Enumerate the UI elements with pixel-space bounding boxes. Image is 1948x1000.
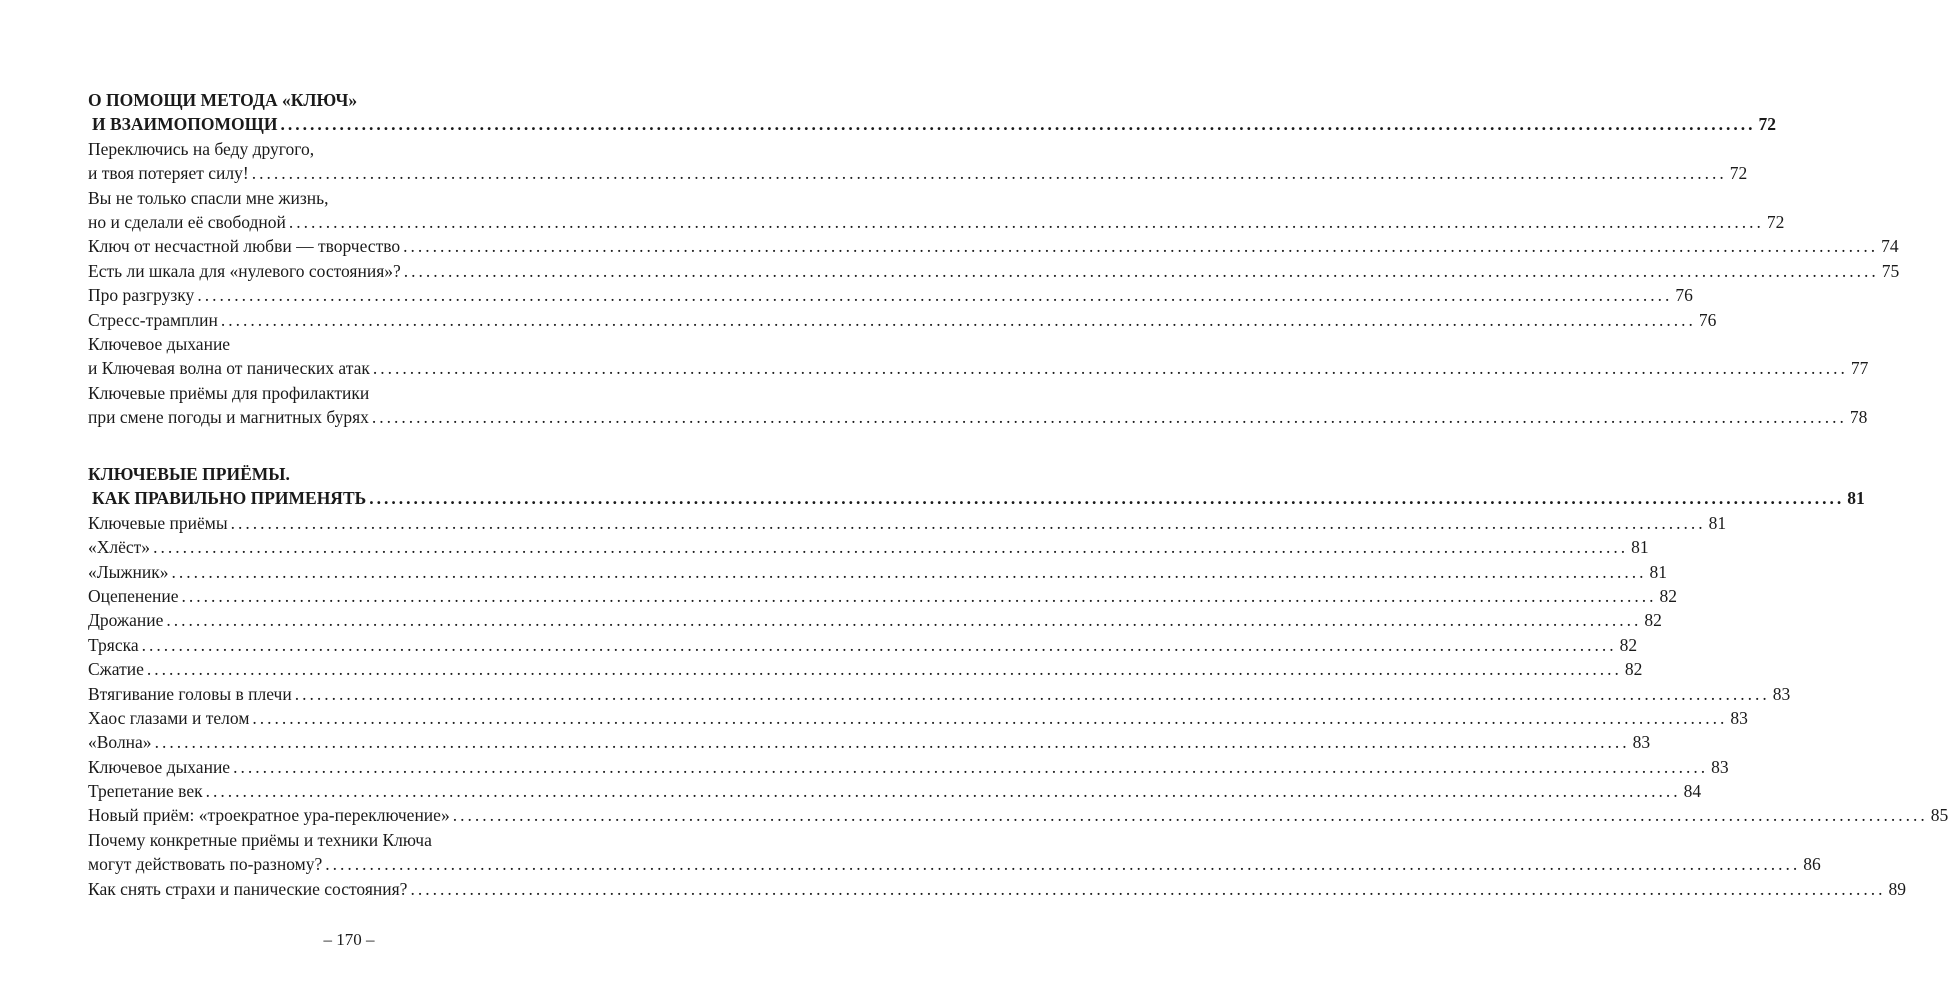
toc-entry-title: «Хлёст»: [88, 537, 151, 558]
toc-entry-title: Почему конкретные приёмы и техники Ключа: [88, 829, 432, 850]
toc-heading-line: [88, 486, 1865, 510]
toc-entry-title: «Волна»: [88, 732, 152, 753]
dot-leader: ........................................................................................................................................................................................................: [403, 260, 1879, 281]
dot-leader: ........................................................................................................................................................................................................: [252, 707, 1728, 728]
dot-leader: ........................................................................................................................................................................................................: [146, 659, 1622, 680]
toc-entry-title: Хаос глазами и телом: [88, 707, 250, 728]
dot-leader: ........................................................................................................................................................................................................: [294, 683, 1770, 704]
toc-entry-title: и твоя потеряет силу!: [88, 163, 249, 184]
toc-entry-page-number: 83: [1772, 683, 1791, 704]
toc-entry-title: Есть ли шкала для «нулевого состояния»?: [88, 260, 401, 281]
toc-entry-title: Про разгрузку: [88, 285, 195, 306]
toc-entry-page-number: 81: [1649, 561, 1667, 582]
toc-entry-line: [88, 259, 1900, 283]
dot-leader: ........................................................................................................................................................................................................: [403, 236, 1879, 257]
toc-entry-title: Ключевые приёмы для профилактики: [88, 382, 370, 403]
toc-heading-title: КАК ПРАВИЛЬНО ПРИМЕНЯТЬ: [92, 488, 367, 509]
toc-entry-page-number: 72: [1729, 163, 1748, 184]
toc-entry-line: [88, 356, 1869, 380]
dot-leader: ........................................................................................................................................................................................................: [372, 358, 1848, 379]
toc-entry-line: [88, 332, 600, 356]
dot-leader: ........................................................................................................................................................................................................: [153, 537, 1629, 558]
toc-heading-title: И ВЗАИМОПОМОЩИ: [92, 114, 278, 135]
toc-entry-line: [88, 283, 1693, 307]
toc-entry-line: [88, 803, 1948, 827]
toc-entry-title: Трепетание век: [88, 781, 203, 802]
toc-entry-page-number: 85: [1930, 805, 1948, 826]
dot-leader: ........................................................................................................................................................................................................: [141, 634, 1617, 655]
dot-leader: ........................................................................................................................................................................................................: [251, 163, 1727, 184]
toc-entry-title: «Лыжник»: [88, 561, 169, 582]
toc-entry-title: Переключись на беду другого,: [88, 138, 315, 159]
dot-leader: ........................................................................................................................................................................................................: [205, 781, 1681, 802]
toc-entry-title: Вы не только спасли мне жизнь,: [88, 187, 329, 208]
dot-leader: ........................................................................................................................................................................................................: [171, 561, 1647, 582]
toc-entry-title: Сжатие: [88, 659, 144, 680]
toc-entry-title: Новый приём: «троекратное ура-переключение»: [88, 805, 450, 826]
toc-entry-line: [88, 560, 1667, 584]
toc-entry-page-number: 83: [1711, 756, 1729, 777]
toc-heading-page-number: 72: [1758, 114, 1776, 135]
toc-entry-page-number: 84: [1683, 781, 1702, 802]
toc-heading-title: О ПОМОЩИ МЕТОДА «КЛЮЧ»: [88, 90, 358, 110]
toc-entry-page-number: 78: [1849, 407, 1868, 428]
toc-entry-line: [88, 852, 1821, 876]
toc-entry-title: Как снять страхи и панические состояния?: [88, 878, 408, 899]
toc-entry-title: Стресс-трамплин: [88, 309, 218, 330]
toc-heading-line: [88, 88, 600, 112]
toc-entry-line: [88, 877, 1906, 901]
toc-entry-page-number: 82: [1619, 634, 1638, 655]
toc-entry-title: и Ключевая волна от панических атак: [88, 358, 370, 379]
toc-entry-page-number: 74: [1881, 236, 1899, 257]
toc-heading-line: [88, 462, 600, 486]
toc-entry-page-number: 83: [1730, 707, 1748, 728]
dot-leader: ........................................................................................................................................................................................................: [452, 805, 1928, 826]
dot-leader: ........................................................................................................................................................................................................: [280, 114, 1756, 135]
toc-entry-line: [88, 755, 1729, 779]
toc-entry-line: [88, 584, 1678, 608]
toc-entry-page-number: 76: [1698, 309, 1717, 330]
toc-entry-page-number: 82: [1644, 610, 1662, 631]
dot-leader: ........................................................................................................................................................................................................: [220, 309, 1696, 330]
toc-entry-title: Тряска: [88, 634, 139, 655]
toc-entry-line: [88, 828, 600, 852]
toc-entry-page-number: 83: [1632, 732, 1651, 753]
toc-entry-page-number: 81: [1708, 512, 1727, 533]
dot-leader: ........................................................................................................................................................................................................: [233, 756, 1709, 777]
toc-heading-page-number: 81: [1847, 488, 1865, 509]
toc-entry-title: но и сделали её свободной: [88, 211, 286, 232]
toc-entry-line: [88, 633, 1638, 657]
dot-leader: ........................................................................................................................................................................................................: [230, 512, 1706, 533]
toc-heading-title: КЛЮЧЕВЫЕ ПРИЁМЫ.: [88, 464, 290, 484]
toc-entry-title: при смене погоды и магнитных бурях: [88, 407, 369, 428]
dot-leader: ........................................................................................................................................................................................................: [325, 854, 1801, 875]
dot-leader: ........................................................................................................................................................................................................: [371, 407, 1847, 428]
toc-section-1: [88, 88, 1900, 429]
toc-entry-line: [88, 210, 1785, 234]
toc-section-2: [88, 462, 1948, 901]
toc-entry-line: [88, 730, 1651, 754]
toc-entry-title: Оцепенение: [88, 585, 179, 606]
toc-entry-line: [88, 608, 1662, 632]
toc-entry-line: [88, 535, 1649, 559]
page-number: – 170 –: [323, 930, 375, 949]
dot-leader: ........................................................................................................................................................................................................: [410, 878, 1886, 899]
toc-heading-line: [88, 112, 1776, 136]
toc-entry-title: Ключ от несчастной любви — творчество: [88, 236, 401, 257]
toc-entry-line: [88, 381, 600, 405]
dot-leader: ........................................................................................................................................................................................................: [154, 732, 1630, 753]
toc-entry-line: [88, 234, 1899, 258]
toc-entry-line: [88, 186, 600, 210]
toc-entry-page-number: 86: [1803, 854, 1821, 875]
toc-entry-page-number: 77: [1850, 358, 1869, 379]
toc-entry-title: Ключевое дыхание: [88, 333, 231, 354]
toc-entry-page-number: 81: [1631, 537, 1649, 558]
dot-leader: ........................................................................................................................................................................................................: [181, 585, 1657, 606]
toc-entry-line: [88, 657, 1643, 681]
toc-entry-line: [88, 511, 1727, 535]
toc-entry-page-number: 82: [1659, 585, 1678, 606]
toc-entry-title: Ключевые приёмы: [88, 512, 228, 533]
dot-leader: ........................................................................................................................................................................................................: [166, 610, 1642, 631]
toc-entry-line: [88, 405, 1868, 429]
dot-leader: ........................................................................................................................................................................................................: [369, 488, 1845, 509]
toc-entry-line: [88, 161, 1748, 185]
toc-entry-page-number: 82: [1624, 659, 1643, 680]
toc-entry-title: Втягивание головы в плечи: [88, 683, 292, 704]
toc-entry-page-number: 76: [1675, 285, 1693, 306]
toc-entry-title: Дрожание: [88, 610, 164, 631]
dot-leader: ........................................................................................................................................................................................................: [288, 211, 1764, 232]
toc-entry-line: [88, 308, 1717, 332]
toc-entry-title: Ключевое дыхание: [88, 756, 231, 777]
toc-entry-page-number: 72: [1766, 211, 1785, 232]
toc-entry-page-number: 89: [1888, 878, 1906, 899]
dot-leader: ........................................................................................................................................................................................................: [197, 285, 1673, 306]
toc-entry-line: [88, 137, 600, 161]
toc-entry-line: [88, 779, 1702, 803]
toc-entry-page-number: 75: [1881, 260, 1900, 281]
toc-entry-line: [88, 706, 1748, 730]
toc-entry-line: [88, 682, 1791, 706]
toc-entry-title: могут действовать по-разному?: [88, 854, 323, 875]
